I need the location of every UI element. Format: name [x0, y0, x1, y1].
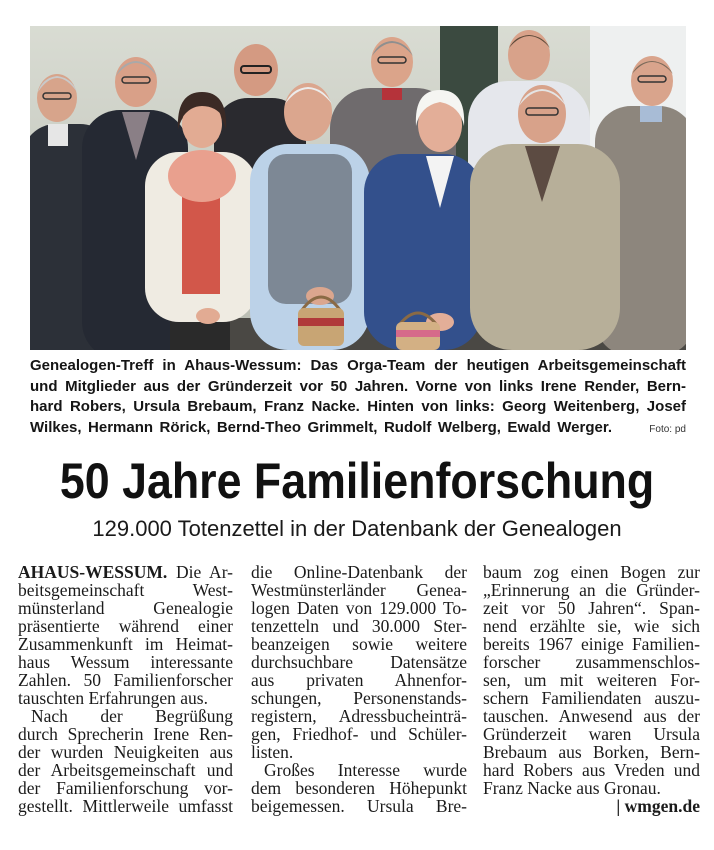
article-line-text: Die Ar- [176, 562, 234, 582]
article-column-1 [18, 563, 233, 815]
collar [48, 124, 68, 146]
article-line: „Erinnerung an die Gründer- [483, 580, 700, 600]
hands [196, 308, 220, 324]
article-line: bereits 1967 einige Familien- [483, 634, 700, 654]
head [518, 85, 566, 143]
article-line: der Arbeitsgemeinschaft und [18, 760, 233, 780]
article-line: sen, um mit weiteren For- [483, 670, 700, 690]
article-line: beitsgemeinschaft West- [18, 580, 233, 600]
article-line: schungen, Personenstands- [251, 688, 467, 708]
photo-caption [30, 356, 686, 438]
article-line: listen. [251, 742, 294, 762]
article-line: dem besonderen Höhepunkt [251, 778, 467, 798]
vest [268, 154, 352, 304]
article-line: durchsuchbare Datensätze [251, 652, 467, 672]
collar [382, 88, 402, 100]
article-line: hard Robers aus Vreden und [483, 760, 700, 780]
article-line: forscher zusammenschlos- [483, 652, 700, 672]
article-line: der Familienforschung vor- [18, 778, 233, 798]
caption-line: Wilkes, Hermann Rörick, Bernd-Theo Grimmelt, Rudolf Welberg, Ewald Werger. [30, 418, 612, 436]
head [115, 57, 157, 107]
article-line: baum zog einen Bogen zur [483, 562, 700, 582]
article-line: nend erzählte sie, wie sich [483, 616, 700, 636]
article-line: beanzeigen sowie weitere [251, 634, 467, 654]
article-line: durch Sprecherin Irene Ren- [18, 724, 233, 744]
article-column-3 [483, 563, 700, 815]
article-line: tenzetteln und 30.000 Ster- [251, 616, 467, 636]
scarf [168, 150, 236, 202]
dateline: AHAUS-WESSUM. [18, 562, 168, 582]
article-line: Westmünsterländer Genea- [251, 580, 467, 600]
head [371, 37, 413, 87]
subheadline: 129.000 Totenzettel in der Datenbank der Genealogen [92, 516, 622, 541]
article-line [18, 563, 233, 581]
basket [298, 308, 344, 346]
head [631, 56, 673, 106]
article-line: Zusammenkunft im Heimat- [18, 634, 233, 654]
article-line: Zahlen. 50 Familienforscher [18, 670, 233, 690]
caption-last-row [30, 418, 686, 439]
article-line: gen, Friedhof- und Schüler- [251, 724, 467, 744]
article-line: tauschten Erfahrungen aus. [18, 688, 208, 708]
caption-line: hard Robers, Ursula Brebaum, Franz Nacke. Hinten von links: Georg Weitenberg, Josef [30, 398, 686, 415]
headline: 50 Jahre Familienforschung [59, 453, 655, 509]
caption-line: und Mitglieder aus der Gründerzeit vor 50 Jahren. Vorne von links Irene Render, Bern- [30, 377, 686, 395]
headline-row [0, 451, 714, 511]
collar [640, 106, 662, 122]
basket-ribbon [298, 318, 344, 326]
article-line: Nach der Begrüßung [31, 706, 233, 726]
article-line: zeit vor 50 Jahren“. Span- [483, 598, 700, 618]
group-photo [30, 26, 686, 350]
article-line: Brebaum aus Borken, Bern- [483, 742, 700, 762]
article-line: haus Wessum interessante [18, 652, 233, 672]
article-line: gestellt. Mittlerweile umfasst [18, 796, 233, 816]
article-line: der wurden Neuigkeiten aus [18, 742, 233, 762]
caption-line: Genealogen-Treff in Ahaus-Wessum: Das Orga-Team der heutigen Arbeitsgemeinschaft [30, 357, 686, 374]
photo-credit: Foto: pd [649, 423, 686, 435]
article-line: münsterland Genealogie [18, 598, 233, 618]
article-line: aus privaten Ahnenfor- [251, 670, 467, 690]
article-line: Gründerzeit waren Ursula [483, 724, 700, 744]
article-column-2 [251, 563, 467, 815]
article-line: Franz Nacke aus Gronau. [483, 778, 661, 798]
article-line: registern, Adressbucheinträ- [251, 706, 467, 726]
article-line: logen Daten von 129.000 To- [251, 598, 467, 618]
article-line: schern Familiendaten auszu- [483, 688, 700, 708]
article-line: präsentierte während einer [18, 616, 233, 636]
article-line: Großes Interesse wurde [264, 760, 467, 780]
jacket [364, 154, 482, 350]
article-line: beigemessen. Ursula Bre- [251, 796, 467, 816]
article-line: tauschen. Anwesend aus der [483, 706, 700, 726]
article-source: | wmgen.de [616, 796, 700, 816]
head [284, 83, 332, 141]
head [508, 30, 550, 80]
basket-ribbon [396, 330, 440, 337]
article-line: die Online-Datenbank der [251, 562, 467, 582]
